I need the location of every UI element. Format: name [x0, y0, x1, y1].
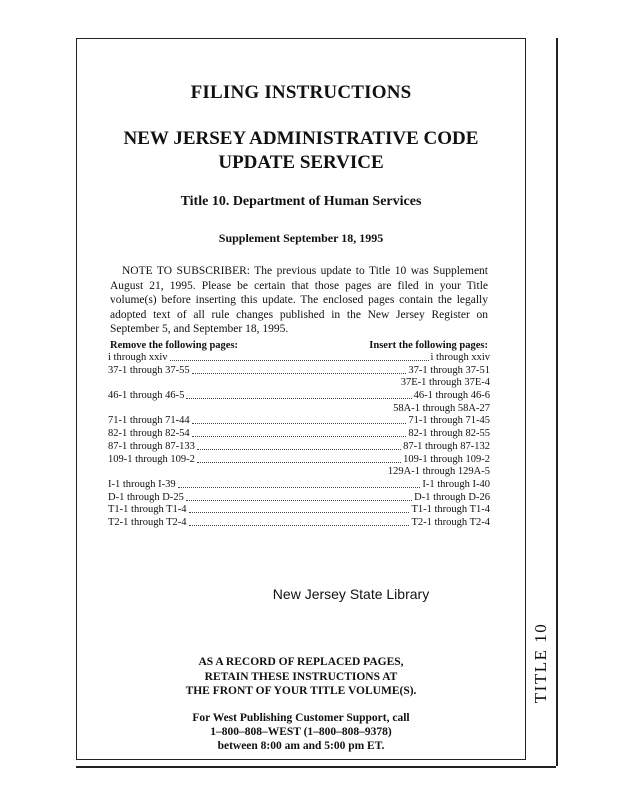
leader-dots — [186, 390, 411, 399]
list-item — [108, 517, 490, 530]
insert-range: T2-1 through T2-4 — [411, 516, 490, 528]
insert-range: 37E-1 through 37E-4 — [400, 377, 490, 389]
list-item — [108, 390, 490, 403]
support-line-3: between 8:00 am and 5:00 pm ET. — [217, 740, 385, 752]
frame-bottom-rule — [76, 766, 556, 768]
leader-dots — [192, 415, 407, 424]
record-line-3: THE FRONT OF YOUR TITLE VOLUME(S). — [185, 685, 417, 697]
list-item — [108, 428, 490, 441]
insert-range: 71-1 through 71-45 — [408, 415, 490, 427]
remove-range: T1-1 through T1-4 — [108, 504, 187, 516]
leader-dots — [178, 479, 421, 488]
insert-range: T1-1 through T1-4 — [411, 504, 490, 516]
insert-range: 109-1 through 109-2 — [403, 453, 490, 465]
pages-list — [108, 352, 490, 530]
leader-dots — [197, 441, 401, 450]
remove-range: 46-1 through 46-5 — [108, 390, 185, 402]
frame-right-rule — [556, 38, 558, 766]
remove-range: D-1 through D-25 — [108, 491, 184, 503]
insert-range: 82-1 through 82-55 — [408, 428, 490, 440]
list-item — [108, 441, 490, 454]
remove-range: 109-1 through 109-2 — [108, 453, 195, 465]
remove-range: 71-1 through 71-44 — [108, 415, 190, 427]
code-title-line-1: NEW JERSEY ADMINISTRATIVE CODE — [123, 128, 479, 149]
list-item — [108, 352, 490, 365]
insert-range: 46-1 through 46-6 — [413, 390, 490, 402]
insert-range: I-1 through I-40 — [422, 478, 490, 490]
list-item — [108, 466, 490, 479]
code-title — [76, 127, 526, 175]
leader-dots — [170, 352, 429, 361]
title-line: Title 10. Department of Human Services — [180, 194, 422, 209]
insert-range: i through xxiv — [430, 352, 490, 363]
customer-support — [76, 711, 526, 753]
leader-dots — [192, 365, 407, 374]
list-item — [108, 479, 490, 492]
list-item — [108, 365, 490, 378]
title-tab-label: TITLE 10 — [531, 622, 551, 704]
remove-range: i through xxiv — [108, 352, 168, 363]
pages-list-header — [110, 340, 488, 351]
record-instructions — [76, 655, 526, 699]
record-line-2: RETAIN THESE INSTRUCTIONS AT — [204, 670, 398, 683]
list-item — [108, 415, 490, 428]
list-item — [108, 504, 490, 517]
remove-range: 82-1 through 82-54 — [108, 428, 190, 440]
leader-dots — [189, 517, 410, 526]
insert-range: 37-1 through 37-51 — [408, 364, 490, 376]
leader-dots — [192, 428, 407, 437]
title-tab — [527, 608, 556, 718]
insert-range: D-1 through D-26 — [414, 491, 490, 503]
list-item — [108, 377, 490, 390]
leader-dots — [197, 454, 401, 463]
support-line-2: 1–800–808–WEST (1–800–808–9378) — [210, 726, 392, 738]
insert-range: 58A-1 through 58A-27 — [393, 402, 490, 414]
remove-range: 37-1 through 37-55 — [108, 364, 190, 376]
subscriber-note: NOTE TO SUBSCRIBER: The previous update to Title 10 was Supplement August 21, 1995. Please be certain that those pages are filed in your Title volume(s) before inserting this update. The enclosed pages contain the legally adopted text of all rule changes published in the New Jersey Register on September 5, and September 18, 1995. — [110, 265, 488, 335]
insert-range: 129A-1 through 129A-5 — [387, 466, 490, 478]
leader-dots — [189, 504, 410, 513]
supplement-date: Supplement September 18, 1995 — [218, 231, 384, 245]
list-item — [108, 403, 490, 416]
list-item — [108, 492, 490, 505]
library-stamp: New Jersey State Library — [272, 586, 430, 602]
leader-dots — [186, 492, 412, 501]
remove-pages-header: Remove the following pages: — [110, 340, 239, 351]
page-heading: FILING INSTRUCTIONS — [190, 82, 412, 103]
record-line-1: AS A RECORD OF REPLACED PAGES, — [198, 656, 404, 668]
list-item — [108, 454, 490, 467]
insert-range: 87-1 through 87-132 — [403, 440, 490, 452]
support-line-1: For West Publishing Customer Support, call — [192, 712, 410, 724]
insert-pages-header: Insert the following pages: — [369, 340, 488, 351]
remove-range: 87-1 through 87-133 — [108, 440, 195, 452]
remove-range: I-1 through I-39 — [108, 478, 176, 490]
remove-range: T2-1 through T2-4 — [108, 516, 187, 528]
code-title-line-2: UPDATE SERVICE — [218, 152, 384, 173]
